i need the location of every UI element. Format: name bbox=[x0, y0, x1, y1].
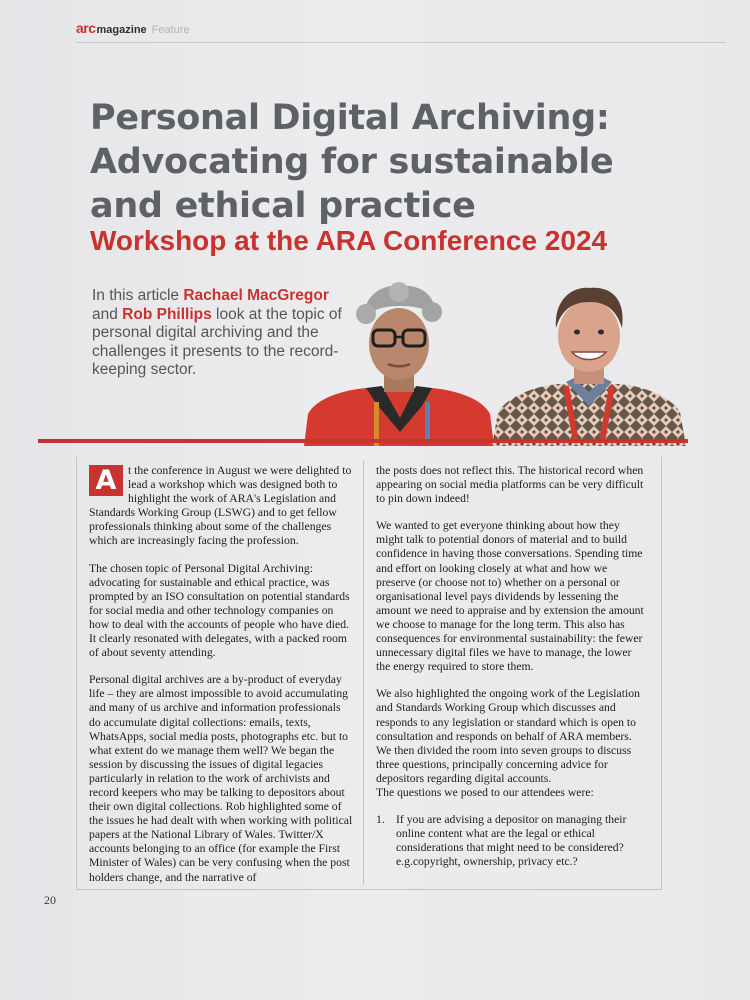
body-paragraph: Personal digital archives are a by-product of everyday life – they are almost impossible to avoid accumulating and many of us archive and information professionals do accumulate digital collections: emails, texts, WhatsApps, social media posts, photographs etc. but to what extent do we manage them well? We began the session by discussing the issues of digital legacies particularly in relation to the work of archivists and record keepers who may be talking to depositors about their own digital collections. Rob highlighted some of the issues he had dealt with when working with political papers at the National Library of Wales. Twitter/X accounts belonging to an office (for example the First Minister of Wales) can be very confusing when the post holders change, and the narrative of bbox=[89, 673, 353, 884]
body-paragraph bbox=[376, 687, 648, 800]
body-paragraph: The chosen topic of Personal Digital Archiving: advocating for sustainable and ethical practice, was prompted by an ISO consultation on potential standards for social media and other technology companies on how to deal with the accounts of people who have died. It clearly resonated with delegates, with a packed room of about seventy attending. bbox=[89, 561, 350, 660]
questions-lead: The questions we posed to our attendees were: bbox=[376, 785, 594, 799]
body-column-left bbox=[89, 464, 355, 898]
article-subtitle: Workshop at the ARA Conference 2024 bbox=[90, 225, 608, 256]
author-photo-rachael bbox=[304, 282, 494, 446]
intro-suffix: look at the topic of personal digital archiving and the challenges it presents to the record-keeping sector. bbox=[92, 305, 342, 378]
intro-joiner: and bbox=[92, 305, 123, 323]
paragraph-text: t the conference in August we were delighted to lead a workshop which was designed both to highlight the work of ARA's Legislation and Standards Working Group (LSWG) and to get fellow professionals thinking about some of the challenges which are increasingly facing the profession. bbox=[89, 464, 352, 548]
brand-magazine: magazine bbox=[96, 24, 147, 36]
body-paragraph: the posts does not reflect this. The historical record when appearing on social media platforms can be very difficult to pin down indeed! bbox=[376, 464, 644, 506]
page-number: 20 bbox=[44, 893, 56, 907]
article-title bbox=[90, 96, 710, 228]
brand-arc: arc bbox=[76, 20, 96, 36]
body-paragraph: We wanted to get everyone thinking about how they might talk to potential donors of material and to build confidence in having those conversations. Spending time and effort on looking closely at what and how we preserve (or choose not to) whether on a personal or organisational level pays dividends by lessening the amount we need to appraise and by extension the amount we choose to manage for the long term. This also has consequences for environmental sustainability: the fewer unnecessary digital files we have to manage, the lower the energy required to store them. bbox=[376, 519, 644, 674]
title-line: Advocating for sustainable bbox=[90, 142, 614, 182]
questions-list bbox=[376, 813, 648, 869]
author-name-2: Rob Phillips bbox=[122, 305, 212, 323]
list-number: 1. bbox=[376, 813, 385, 827]
author-photo-rob bbox=[492, 282, 686, 446]
title-line: Personal Digital Archiving: bbox=[90, 98, 610, 138]
title-line: and ethical practice bbox=[90, 186, 476, 226]
list-text: If you are advising a depositor on managing their online content what are the legal or ethical considerations that might need to be considered? e.g.copyright, ownership, privacy etc.? bbox=[396, 813, 627, 869]
column-divider bbox=[363, 460, 364, 885]
section-label: Feature bbox=[151, 24, 190, 36]
list-item bbox=[376, 813, 648, 869]
paragraph-text: We also highlighted the ongoing work of the Legislation and Standards Working Group which discusses and responds to any legislation or standard which is open to consultation and responds on behalf of ARA members. We then divided the room into seven groups to discuss three questions, principally concerning advice for depositors regarding digital accounts. bbox=[376, 687, 640, 785]
dropcap: A bbox=[89, 465, 123, 496]
body-column-right bbox=[376, 464, 648, 869]
body-paragraph bbox=[89, 464, 355, 549]
author-name-1: Rachael MacGregor bbox=[183, 287, 329, 304]
running-header bbox=[76, 20, 726, 43]
intro-prefix: In this article bbox=[92, 287, 184, 304]
section-rule bbox=[38, 439, 688, 443]
